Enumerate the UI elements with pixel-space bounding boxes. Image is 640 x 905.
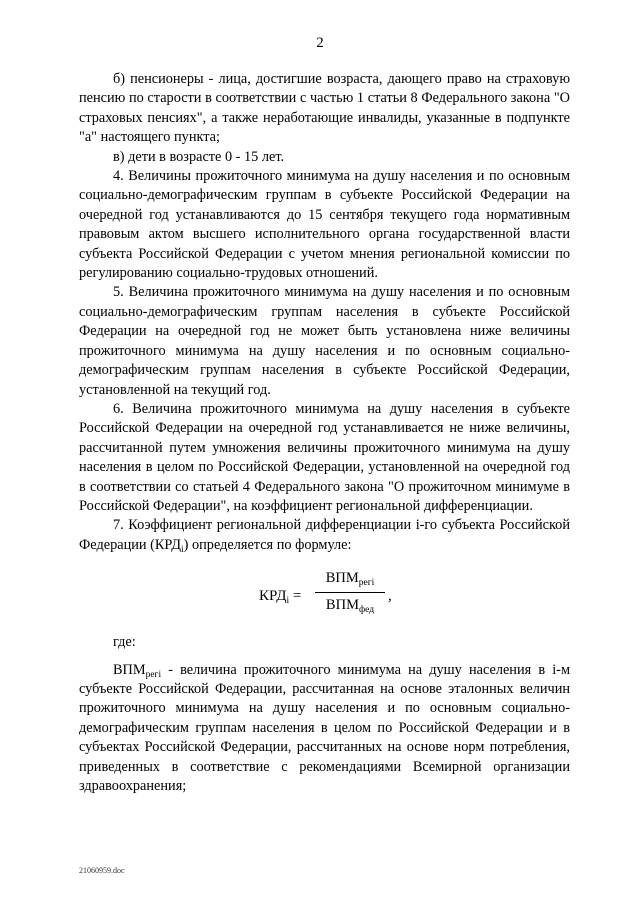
- formula-comma: ,: [388, 588, 392, 605]
- page-number: 2: [316, 35, 324, 51]
- vpm-definition-text: - величина прожиточного минимума на душу населения в i-м субъекте Российской Федерации, рассчитанная на основе эталонных величин прожиточного минимума на душу населения и по основным социально-демографическим группам населения в целом по Российской Федерации и в субъектах Российской Федерации, рассчитанных на основе норм потребления, приведенных в соответствие с рекомендациями Всемирной организации здравоохранения;: [79, 661, 570, 794]
- formula-fraction: [315, 567, 385, 615]
- paragraph-5: 5. Величина прожиточного минимума на душу населения и по основным социально-демографическим группам населения в субъекте Российской Федерации на очередной год не может быть установлена ниже величины прожиточного минимума на душу населения и по основным социально-демографическим группам населения в субъекте Российской Федерации, установленной на текущий год.: [79, 284, 570, 398]
- vpm-term: ВПМ: [113, 661, 146, 678]
- formula-krd: [79, 567, 570, 629]
- formula-den-text: ВПМ: [325, 596, 359, 613]
- formula-lhs-text: КРД: [259, 588, 287, 605]
- formula-lhs-sub: i: [286, 596, 290, 607]
- paragraph-b: б) пенсионеры - лица, достигшие возраста, дающего право на страховую пенсию по старости в соответствии с частью 1 статьи 8 Федерального закона "О страховых пенсиях", а также неработающие инвалиды, указанные в подпункте "а" настоящего пункта;: [79, 71, 570, 146]
- paragraph-7: [79, 516, 570, 555]
- vpm-term-sub: регi: [145, 669, 162, 680]
- paragraph-7-tail: ) определяется по формуле:: [183, 536, 352, 553]
- footer-filename: 21060959.doc: [79, 866, 125, 875]
- formula-num-sub: регi: [358, 578, 375, 589]
- formula-num-text: ВПМ: [325, 570, 359, 587]
- document-body: [79, 70, 570, 796]
- where-label: где:: [113, 634, 136, 651]
- paragraph-6: 6. Величина прожиточного минимума на душу населения в субъекте Российской Федерации на очередной год устанавливается не ниже величины, рассчитанной путем умножения величины прожиточного минимума на душу населения в целом по Российской Федерации, установленной на очередной год в соответствии со статьей 4 Федерального закона "О прожиточном минимуме в Российской Федерации", на коэффициент региональной дифференциации.: [79, 400, 570, 514]
- formula-lhs: [259, 587, 301, 606]
- paragraph-v: в) дети в возрасте 0 - 15 лет.: [113, 148, 285, 165]
- paragraph-vpm-definition: [79, 661, 570, 797]
- formula-den-sub: фед: [358, 604, 375, 615]
- formula-equals: =: [289, 588, 302, 605]
- formula-denominator: [315, 593, 385, 615]
- paragraph-7-sub: i: [181, 544, 184, 555]
- formula-numerator: [315, 567, 385, 592]
- paragraph-4: 4. Величины прожиточного минимума на душу населения и по основным социально-демографическим группам в субъекте Российской Федерации на очередной год устанавливаются до 15 сентября текущего года нормативным правовым актом высшего исполнительного органа государственной власти субъекта Российской Федерации с учетом мнения региональной комиссии по регулированию социально-трудовых отношений.: [79, 168, 570, 282]
- paragraph-7-text: 7. Коэффициент региональной дифференциации i-го субъекта Российской Федерации (КРД: [79, 517, 570, 553]
